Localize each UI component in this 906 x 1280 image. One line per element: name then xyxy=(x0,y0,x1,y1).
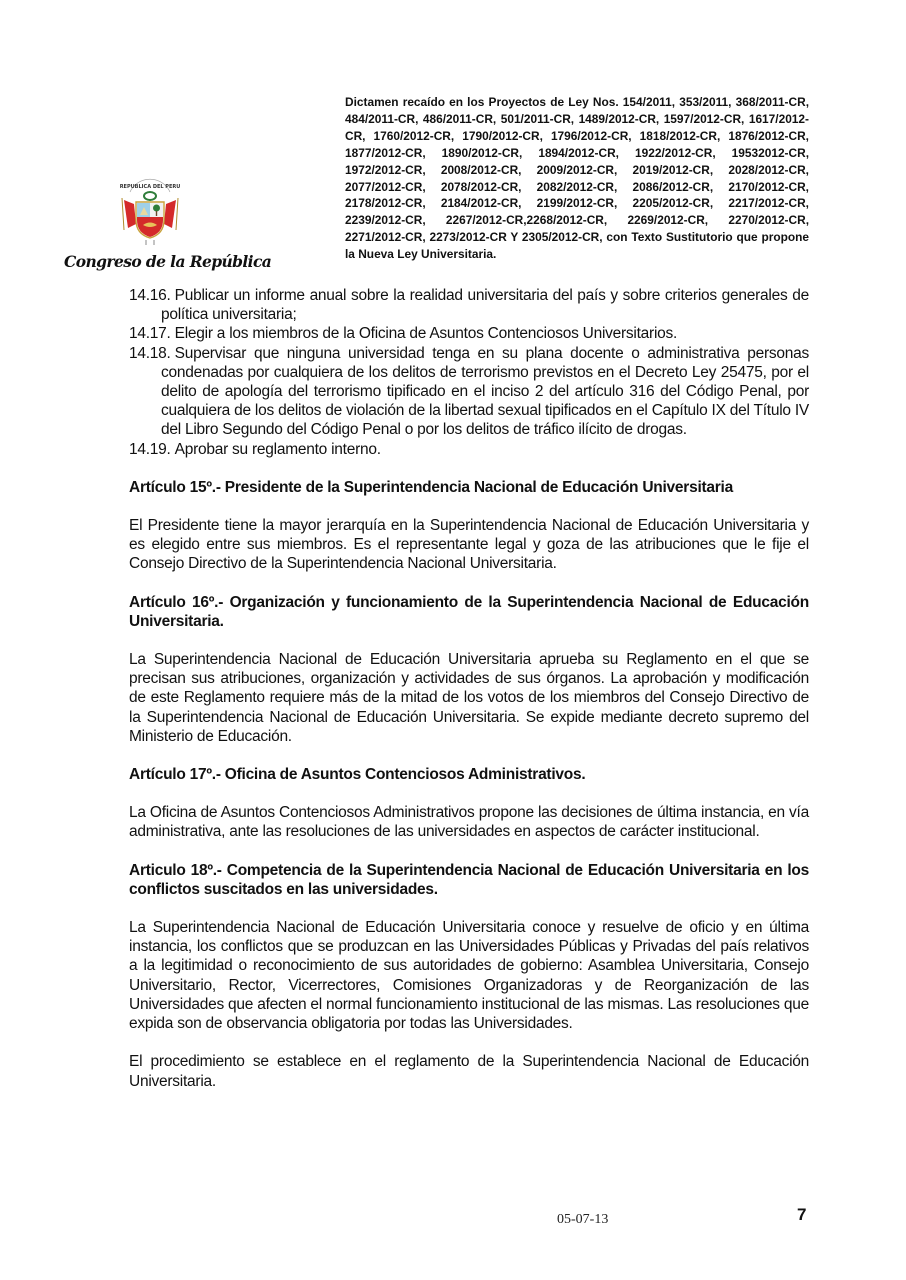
dictamen-reference: Dictamen recaído en los Proyectos de Ley Nos. 154/2011, 353/2011, 368/2011-CR, 484/2011-CR, 486/2011-CR, 501/2011-CR, 1489/2012-CR, 1597/2012-CR, 1617/2012-CR, 1760/2012-CR, 1790/2012-CR, 1796/2012-CR, 1818/2012-CR, 1876/2012-CR, 1877/2012-CR, 1890/2012-CR, 1894/2012-CR, 1922/2012-CR, 19532012-CR, 1972/2012-CR, 2008/2012-CR, 2009/2012-CR, 2019/2012-CR, 2028/2012-CR, 2077/2012-CR, 2078/2012-CR, 2082/2012-CR, 2086/2012-CR, 2170/2012-CR, 2178/2012-CR, 2184/2012-CR, 2199/2012-CR, 2205/2012-CR, 2217/2012-CR, 2239/2012-CR, 2267/2012-CR,2268/2012-CR, 2269/2012-CR, 2270/2012-CR, 2271/2012-CR, 2273/2012-CR Y 2305/2012-CR, con Texto Sustitutorio que propone la Nueva Ley Universitaria. xyxy=(345,95,809,262)
list-item-text: Elegir a los miembros de la Oficina de Asuntos Contenciosos Universitarios. xyxy=(174,325,678,343)
list-item-text: Aprobar su reglamento interno. xyxy=(174,440,381,458)
list-item-number: 14.16. xyxy=(129,287,171,304)
article-15-heading: Artículo 15º.- Presidente de la Superintendencia Nacional de Educación Universitaria xyxy=(129,478,733,496)
article-18-paragraph-1: La Superintendencia Nacional de Educación Universitaria conoce y resuelve de oficio y en última instancia, los conflictos que se produzcan en las Universidades Públicas y Privadas del país relativos a la legitimidad o reconocimiento de sus autoridades de gobierno: Asamblea Universitaria, Consejo Universitario, Rector, Vicerrectores, Comisiones Organizadoras y de Reorganización de las Universidades que afecten el normal funcionamiento institucional de las mismas. Las resoluciones que expida son de observancia obligatoria por todas las Universidades. xyxy=(129,919,809,1033)
article-16-paragraph: La Superintendencia Nacional de Educación Universitaria aprueba su Reglamento en el que se precisan sus atribuciones, organización y actividades de sus órganos. La aprobación y modificación de este Reglamento requiere más de la mitad de los votos de los miembros del Consejo Directivo de la Superintendencia Nacional de Educación Universitaria. Se expide mediante decreto supremo del Ministerio de Educación. xyxy=(129,651,809,745)
article-18-paragraph-2: El procedimiento se establece en el reglamento de la Superintendencia Nacional de Educación Universitaria. xyxy=(129,1053,809,1090)
article-16-heading: Artículo 16º.- Organización y funcionamiento de la Superintendencia Nacional de Educación Universitaria. xyxy=(129,593,809,630)
list-item xyxy=(129,286,809,324)
article-17-paragraph: La Oficina de Asuntos Contenciosos Administrativos propone las decisiones de última instancia, en vía administrativa, ante las resoluciones de las universidades en aspectos de carácter institucional. xyxy=(129,804,809,841)
article-18-heading: Articulo 18º.- Competencia de la Superintendencia Nacional de Educación Universitaria en los conflictos suscitados en las universidades. xyxy=(129,861,809,898)
article-15-paragraph: El Presidente tiene la mayor jerarquía en la Superintendencia Nacional de Educación Universitaria y es elegido entre sus miembros. Es el representante legal y goza de las atribuciones que le fije el Consejo Directivo de la Superintendencia Nacional Universitaria. xyxy=(129,517,809,573)
page-number: 7 xyxy=(797,1205,807,1224)
document-body xyxy=(129,286,809,1091)
list-item-text: Publicar un informe anual sobre la realidad universitaria del país y sobre criterios generales de política universitaria; xyxy=(161,287,809,324)
article-17-heading: Artículo 17º.- Oficina de Asuntos Contenciosos Administrativos. xyxy=(129,766,586,784)
congress-logo xyxy=(58,176,272,276)
list-item-text: Supervisar que ninguna universidad tenga en su plana docente o administrativa personas condenadas por cualquiera de los delitos de terrorismo previstos en el Decreto Ley 25475, por el delito de apología del terrorismo tipificado en el inciso 2 del artículo 316 del Código Penal, por cualquiera de los delitos de violación de la libertad sexual tipificados en el Capítulo IX del Título IV del Libro Segundo del Código Penal o por los delitos de tráfico ilícito de drogas. xyxy=(161,344,809,439)
footer-date: 05-07-13 xyxy=(557,1212,609,1227)
logo-caption: Congreso de la República xyxy=(64,252,272,271)
peru-coat-of-arms-icon xyxy=(118,178,182,248)
list-item-number: 14.19. xyxy=(129,440,171,458)
svg-text:REPUBLICA DEL PERU: REPUBLICA DEL PERU xyxy=(119,184,181,190)
list-item xyxy=(129,324,809,343)
list-item xyxy=(129,344,809,440)
list-item-number: 14.17. xyxy=(129,325,171,343)
list-item-number: 14.18. xyxy=(129,344,171,362)
list-item xyxy=(129,440,809,459)
